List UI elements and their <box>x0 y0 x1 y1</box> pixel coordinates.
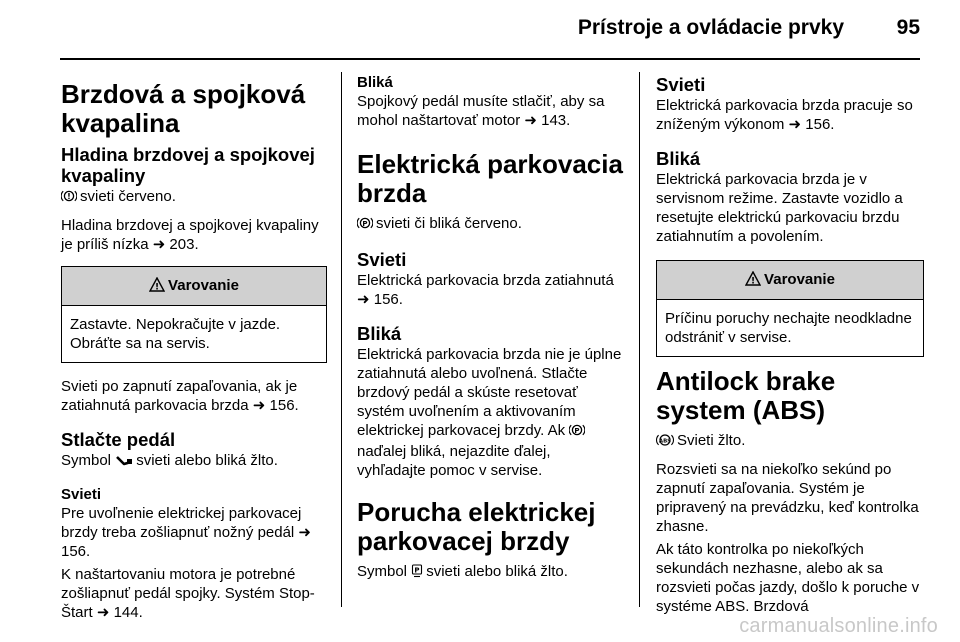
page-number: 95 <box>896 16 920 39</box>
section-title-epb: Elektrická parkovacia brzda <box>357 149 623 208</box>
svg-text:P: P <box>362 220 368 228</box>
svg-text:ABS: ABS <box>658 438 672 445</box>
warning-box-2 <box>656 260 924 357</box>
epb-fault-icon <box>411 564 423 583</box>
parking-brake-icon <box>357 216 373 235</box>
section-title-brake-fluid: Brzdová a spojková kvapalina <box>61 79 306 138</box>
epb-engaged-text: Elektrická parkovacia brzda zatiahnutá ➜ 156. <box>357 272 614 308</box>
reduced-performance-text: Elektrická parkovacia brzda pracuje so zníženým výkonom ➜ 156. <box>656 97 913 133</box>
warning-box-text: Zastavte. Nepokračujte v jazde. Obráťte sa na servis. <box>70 316 281 352</box>
start-engine-text: K naštartovaniu motora je potrebné zošliapnuť pedál spojky. Systém Stop-Štart ➜ 144. <box>61 566 315 621</box>
warning-triangle-icon <box>149 269 165 307</box>
page-header <box>0 0 960 58</box>
warning-box-header: ! Varovanie <box>62 267 326 306</box>
fluid-level-status: svieti červeno. <box>80 188 176 205</box>
warning-box-header: ! Varovanie <box>657 261 923 300</box>
svg-text:P: P <box>414 566 420 575</box>
ignition-text: Svieti po zapnutí zapaľovania, ak je zatiahnutá parkovacia brzda ➜ 156. <box>61 378 299 414</box>
subsection-title-blika-epb: Bliká <box>357 323 402 344</box>
subsection-title-fluid-level: Hladina brzdovej a spojkovej kvapaliny <box>61 144 315 186</box>
epb-not-engaged-text: Elektrická parkovacia brzda nie je úplne zatiahnutá alebo uvoľnená. Stlačte brzdový pedál a skúste resetovať systém uvoľnením a aktivovaním elektrickej parkovacej brzdy. Ak P naďalej bliká, nejazdite ďalej, vyhľadajte pomoc v servise. <box>357 346 622 479</box>
svg-text:!: ! <box>154 282 160 292</box>
fluid-level-text: Hladina brzdovej a spojkovej kvapaliny je príliš nízka ➜ 203. <box>61 217 319 253</box>
svg-text:!: ! <box>67 192 71 202</box>
brake-fluid-warning-icon <box>61 189 77 208</box>
column-2: Bliká Spojkový pedál musíte stlačiť, aby sa mohol naštartovať motor ➜ 143. Elektrická parkovacia brzda P svieti či bliká červeno. Svieti Elektrická parkovacia brzda zatiahnutá ➜ 156. Bliká Elektrická parkovacia brzda nie je úplne zatiahnutá alebo uvoľnená. Stlačte brzdový pedál a skúste resetovať systém uvoľnením a aktivovaním elektrickej parkovacej brzdy. Ak P naďalej bliká, nejazdite ďalej, vyhľadajte pomoc v servise. Porucha elektrickej parkovacej brzdy Symbol P svieti alebo bliká žlto. <box>357 74 623 583</box>
abs-ignition-text: Rozsvieti sa na niekoľko sekúnd po zapnutí zapaľovania. Systém je pripravený na prevádzku, keď kontrolka zhasne. <box>656 461 919 535</box>
clutch-text: Spojkový pedál musíte stlačiť, aby sa mohol naštartovať motor ➜ 143. <box>357 93 605 129</box>
subsection-title-svieti-reduced: Svieti <box>656 74 706 95</box>
column-divider-1 <box>341 72 342 607</box>
subsection-title-svieti-epb: Svieti <box>357 249 407 270</box>
column-3: Svieti Elektrická parkovacia brzda pracuje so zníženým výkonom ➜ 156. Bliká Elektrická parkovacia brzda je v servisnom režime. Zastavte vozidlo a resetujte elektrickú parkovaciu brzdu zatiahnutím a povolením. ! Varovanie Príčinu poruchy nechajte neodkladne odstrániť v servise. Antilock brake system (ABS) ABS Svieti žlto. Rozsvieti sa na niekoľko sekúnd po zapnutí zapaľovania. Systém je pripravený na prevádzku, keď kontrolka zhasne. Ak táto kontrolka po niekoľkých sekundách nezhasne, alebo ak sa rozsvieti počas jazdy, došlo k poruche v systéme ABS. Brzdová <box>656 74 924 616</box>
release-brake-text: Pre uvoľnenie elektrickej parkovacej brzdy treba zošliapnuť nožný pedál ➜ 156. <box>61 505 312 560</box>
warning-box-1 <box>61 266 327 363</box>
watermark: carmanualsonline.info <box>739 615 938 637</box>
parking-brake-icon <box>569 423 585 442</box>
warning-box-text: Príčinu poruchy nechajte neodkladne odstrániť v servise. <box>665 310 912 346</box>
svg-text:!: ! <box>750 276 756 286</box>
column-1: Brzdová a spojková kvapalina Hladina brzdovej a spojkovej kvapaliny ! svieti červeno. Hladina brzdovej a spojkovej kvapaliny je príliš nízka ➜ 203. ! Varovanie Zastavte. Nepokračujte v jazde. Obráťte sa na servis. Svieti po zapnutí zapaľovania, ak je zatiahnutá parkovacia brzda ➜ 156. Stlačte pedál Symbol svieti alebo bliká žlto. Svieti Pre uvoľnenie elektrickej parkovacej brzdy treba zošliapnuť nožný pedál ➜ 156. K naštartovaniu motora je potrebné zošliapnuť pedál spojky. Systém Stop-Štart ➜ 144. <box>61 74 327 622</box>
abs-fault-text: Ak táto kontrolka po niekoľkých sekundách nezhasne, alebo ak sa rozsvieti počas jazdy, došlo k poruche v systéme ABS. Brzdová <box>656 541 920 615</box>
section-title-epb-fault: Porucha elektrickej parkovacej brzdy <box>357 497 596 556</box>
header-title: Prístroje a ovládacie prvky <box>577 16 844 39</box>
press-pedal-icon <box>115 453 133 472</box>
section-title-abs: Antilock brake system (ABS) <box>656 366 836 425</box>
subsection-title-press-pedal: Stlačte pedál <box>61 429 176 450</box>
header-rule <box>60 58 920 60</box>
subsection-title-svieti: Svieti <box>61 486 102 503</box>
svg-text:P: P <box>574 427 580 435</box>
subsection-title-blika: Bliká <box>357 74 393 91</box>
subsection-title-blika-service: Bliká <box>656 148 701 169</box>
warning-triangle-icon <box>745 263 761 301</box>
column-divider-2 <box>639 72 640 607</box>
service-mode-text: Elektrická parkovacia brzda je v servisnom režime. Zastavte vozidlo a resetujte elektrickú parkovaciu brzdu zatiahnutím a povolením. <box>656 171 903 245</box>
abs-icon <box>656 433 674 452</box>
